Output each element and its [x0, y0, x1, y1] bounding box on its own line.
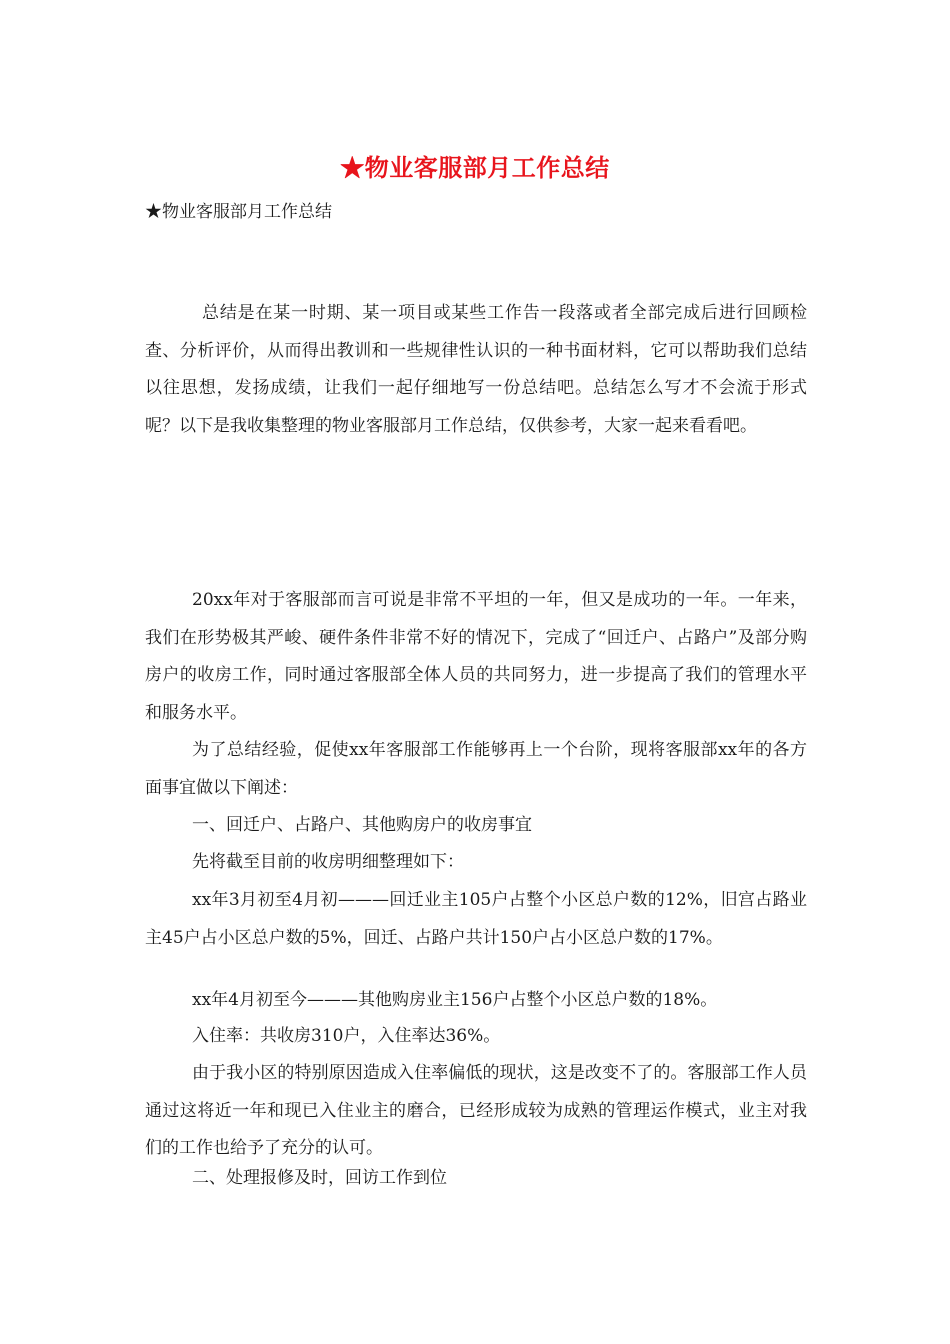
document-subtitle: ★物业客服部月工作总结	[145, 202, 332, 222]
section-heading: 二、处理报修及时，回访工作到位	[192, 1168, 447, 1188]
body-paragraph: 先将截至目前的收房明细整理如下：	[192, 852, 464, 872]
intro-paragraph: 总结是在某一时期、某一项目或某些工作告一段落或者全部完成后进行回顾检查、分析评价，从而得出教训和一些规律性认识的一种书面材料，它可以帮助我们总结以往思想，发扬成绩，让我们一起仔细地写一份总结吧。总结怎么写才不会流于形式呢？以下是我收集整理的物业客服部月工作总结，仅供参考，大家一起来看看吧。	[145, 303, 807, 436]
body-paragraph: 由于我小区的特别原因造成入住率偏低的现状，这是改变不了的。客服部工作人员通过这将近一年和现已入住业主的磨合，已经形成较为成熟的管理运作模式，业主对我们的工作也给予了充分的认可。	[145, 1063, 807, 1158]
body-paragraph: xx年3月初至4月初———回迁业主105户占整个小区总户数的12%，旧宫占路业主45户占小区总户数的5%，回迁、占路户共计150户占小区总户数的17%。	[145, 890, 807, 948]
body-paragraph: xx年4月初至今———其他购房业主156户占整个小区总户数的18%。	[192, 990, 718, 1010]
body-paragraph: 为了总结经验，促使xx年客服部工作能够再上一个台阶，现将客服部xx年的各方面事宜做以下阐述：	[145, 740, 807, 798]
section-heading: 一、回迁户、占路户、其他购房户的收房事宜	[192, 815, 532, 835]
body-paragraph: 20xx年对于客服部而言可说是非常不平坦的一年，但又是成功的一年。一年来，我们在形势极其严峻、硬件条件非常不好的情况下，完成了“回迁户、占路户”及部分购房户的收房工作，同时通过客服部全体人员的共同努力，进一步提高了我们的管理水平和服务水平。	[145, 590, 807, 723]
body-paragraph: 入住率：共收房310户，入住率达36%。	[192, 1026, 501, 1046]
document-title: ★物业客服部月工作总结	[340, 153, 610, 182]
